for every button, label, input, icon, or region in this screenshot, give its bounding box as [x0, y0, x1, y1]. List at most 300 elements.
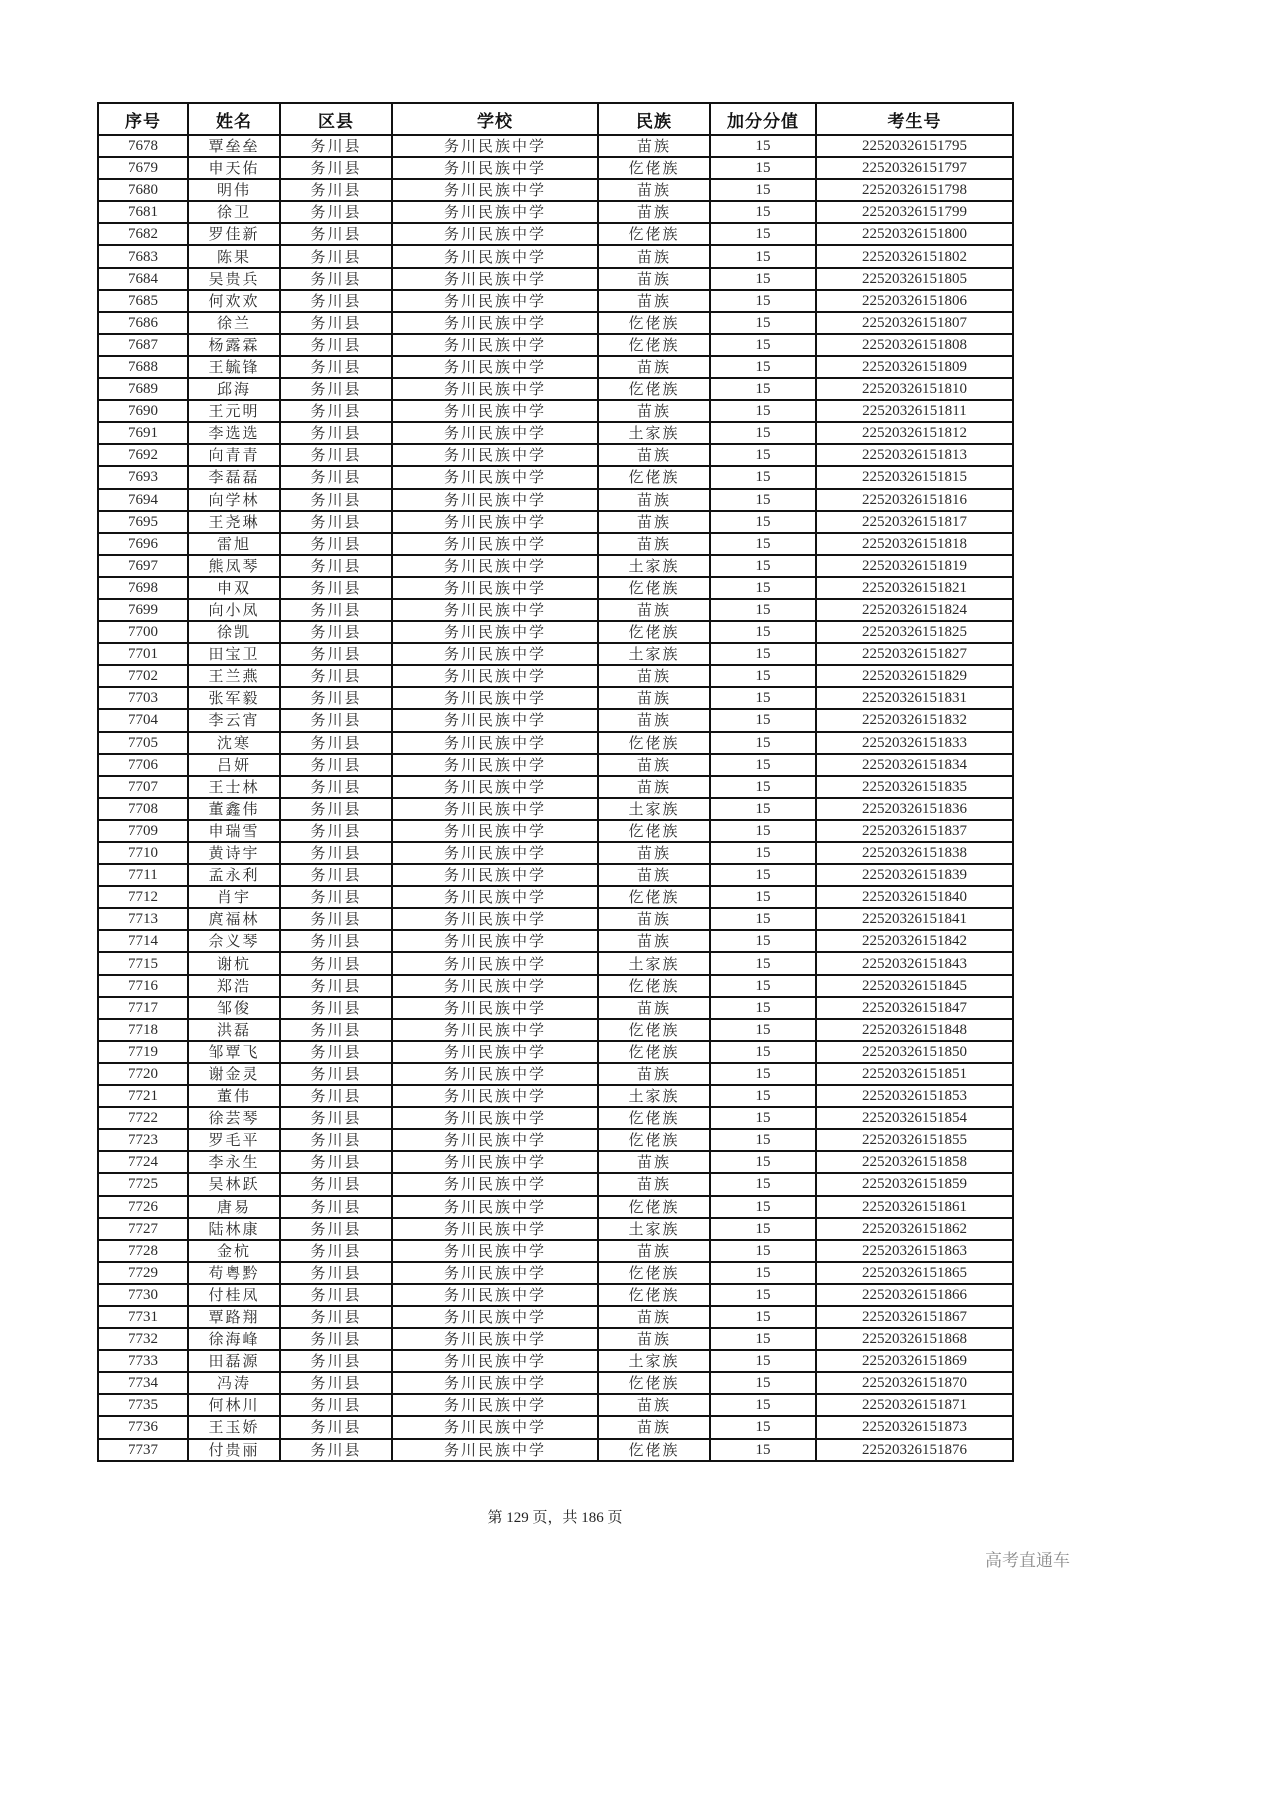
cell-exam-number: 22520326151824: [816, 599, 1013, 621]
cell-exam-number: 22520326151842: [816, 930, 1013, 952]
cell-county: 务川县: [280, 665, 392, 687]
cell-ethnicity: 仡佬族: [598, 975, 710, 997]
cell-county: 务川县: [280, 201, 392, 223]
cell-ethnicity: 仡佬族: [598, 1372, 710, 1394]
cell-school: 务川民族中学: [392, 533, 598, 555]
table-row: [98, 1041, 1013, 1063]
cell-ethnicity: 苗族: [598, 997, 710, 1019]
cell-exam-number: 22520326151865: [816, 1262, 1013, 1284]
cell-serial-number: 7697: [98, 555, 188, 577]
table-row: [98, 1085, 1013, 1107]
cell-school: 务川民族中学: [392, 135, 598, 157]
cell-name: 孟永利: [188, 864, 280, 886]
table-row: [98, 665, 1013, 687]
cell-school: 务川民族中学: [392, 754, 598, 776]
cell-school: 务川民族中学: [392, 1394, 598, 1416]
cell-name: 向学林: [188, 489, 280, 511]
header-ethnicity: 民族: [598, 103, 710, 135]
table-row: [98, 179, 1013, 201]
cell-exam-number: 22520326151799: [816, 201, 1013, 223]
cell-school: 务川民族中学: [392, 1107, 598, 1129]
cell-bonus-points: 15: [710, 1439, 816, 1461]
cell-school: 务川民族中学: [392, 709, 598, 731]
cell-serial-number: 7698: [98, 577, 188, 599]
cell-school: 务川民族中学: [392, 1439, 598, 1461]
cell-name: 申双: [188, 577, 280, 599]
cell-school: 务川民族中学: [392, 687, 598, 709]
cell-county: 务川县: [280, 356, 392, 378]
cell-bonus-points: 15: [710, 1394, 816, 1416]
cell-name: 罗毛平: [188, 1129, 280, 1151]
cell-name: 覃垒垒: [188, 135, 280, 157]
cell-name: 邱海: [188, 378, 280, 400]
cell-exam-number: 22520326151837: [816, 820, 1013, 842]
cell-name: 徐兰: [188, 312, 280, 334]
cell-bonus-points: 15: [710, 1328, 816, 1350]
cell-serial-number: 7680: [98, 179, 188, 201]
cell-school: 务川民族中学: [392, 621, 598, 643]
cell-bonus-points: 15: [710, 754, 816, 776]
table-row: [98, 732, 1013, 754]
cell-county: 务川县: [280, 1439, 392, 1461]
cell-name: 李永生: [188, 1151, 280, 1173]
table-header-row: [98, 103, 1013, 135]
cell-name: 李磊磊: [188, 466, 280, 488]
cell-county: 务川县: [280, 1350, 392, 1372]
table-row: [98, 1173, 1013, 1195]
cell-school: 务川民族中学: [392, 1306, 598, 1328]
cell-ethnicity: 仡佬族: [598, 577, 710, 599]
cell-bonus-points: 15: [710, 157, 816, 179]
cell-name: 何林川: [188, 1394, 280, 1416]
table-row: [98, 1196, 1013, 1218]
table-row: [98, 687, 1013, 709]
header-county: 区县: [280, 103, 392, 135]
cell-ethnicity: 苗族: [598, 930, 710, 952]
cell-ethnicity: 苗族: [598, 201, 710, 223]
cell-ethnicity: 苗族: [598, 1416, 710, 1438]
cell-serial-number: 7733: [98, 1350, 188, 1372]
cell-county: 务川县: [280, 820, 392, 842]
cell-school: 务川民族中学: [392, 312, 598, 334]
table-row: [98, 997, 1013, 1019]
cell-exam-number: 22520326151797: [816, 157, 1013, 179]
cell-school: 务川民族中学: [392, 1151, 598, 1173]
cell-exam-number: 22520326151876: [816, 1439, 1013, 1461]
cell-serial-number: 7706: [98, 754, 188, 776]
cell-county: 务川县: [280, 798, 392, 820]
cell-school: 务川民族中学: [392, 334, 598, 356]
cell-serial-number: 7725: [98, 1173, 188, 1195]
table-row: [98, 1284, 1013, 1306]
cell-county: 务川县: [280, 135, 392, 157]
table-row: [98, 1416, 1013, 1438]
table-row: [98, 599, 1013, 621]
cell-ethnicity: 苗族: [598, 1240, 710, 1262]
cell-name: 杨露霖: [188, 334, 280, 356]
cell-bonus-points: 15: [710, 466, 816, 488]
header-school: 学校: [392, 103, 598, 135]
cell-ethnicity: 土家族: [598, 1085, 710, 1107]
cell-name: 邹覃飞: [188, 1041, 280, 1063]
table-row: [98, 444, 1013, 466]
cell-county: 务川县: [280, 687, 392, 709]
cell-school: 务川民族中学: [392, 201, 598, 223]
cell-ethnicity: 苗族: [598, 1306, 710, 1328]
cell-exam-number: 22520326151873: [816, 1416, 1013, 1438]
cell-ethnicity: 苗族: [598, 599, 710, 621]
cell-county: 务川县: [280, 378, 392, 400]
table-row: [98, 842, 1013, 864]
cell-serial-number: 7693: [98, 466, 188, 488]
cell-bonus-points: 15: [710, 400, 816, 422]
cell-bonus-points: 15: [710, 245, 816, 267]
cell-county: 务川县: [280, 864, 392, 886]
cell-school: 务川民族中学: [392, 820, 598, 842]
cell-serial-number: 7694: [98, 489, 188, 511]
cell-serial-number: 7682: [98, 223, 188, 245]
cell-exam-number: 22520326151812: [816, 422, 1013, 444]
cell-ethnicity: 苗族: [598, 687, 710, 709]
cell-name: 董鑫伟: [188, 798, 280, 820]
cell-county: 务川县: [280, 997, 392, 1019]
cell-exam-number: 22520326151819: [816, 555, 1013, 577]
cell-bonus-points: 15: [710, 952, 816, 974]
cell-bonus-points: 15: [710, 1350, 816, 1372]
cell-serial-number: 7722: [98, 1107, 188, 1129]
table-row: [98, 1151, 1013, 1173]
cell-exam-number: 22520326151853: [816, 1085, 1013, 1107]
cell-school: 务川民族中学: [392, 997, 598, 1019]
cell-bonus-points: 15: [710, 1372, 816, 1394]
cell-name: 向青青: [188, 444, 280, 466]
cell-exam-number: 22520326151808: [816, 334, 1013, 356]
cell-serial-number: 7709: [98, 820, 188, 842]
cell-exam-number: 22520326151862: [816, 1218, 1013, 1240]
cell-serial-number: 7737: [98, 1439, 188, 1461]
cell-serial-number: 7699: [98, 599, 188, 621]
cell-name: 徐海峰: [188, 1328, 280, 1350]
cell-bonus-points: 15: [710, 687, 816, 709]
cell-ethnicity: 苗族: [598, 908, 710, 930]
cell-name: 王毓锋: [188, 356, 280, 378]
cell-bonus-points: 15: [710, 290, 816, 312]
cell-ethnicity: 仡佬族: [598, 312, 710, 334]
cell-serial-number: 7683: [98, 245, 188, 267]
cell-bonus-points: 15: [710, 1107, 816, 1129]
cell-ethnicity: 土家族: [598, 1350, 710, 1372]
table-row: [98, 201, 1013, 223]
cell-serial-number: 7681: [98, 201, 188, 223]
cell-serial-number: 7734: [98, 1372, 188, 1394]
cell-school: 务川民族中学: [392, 400, 598, 422]
cell-exam-number: 22520326151839: [816, 864, 1013, 886]
cell-school: 务川民族中学: [392, 466, 598, 488]
cell-county: 务川县: [280, 1129, 392, 1151]
cell-bonus-points: 15: [710, 908, 816, 930]
cell-school: 务川民族中学: [392, 1328, 598, 1350]
cell-bonus-points: 15: [710, 223, 816, 245]
cell-ethnicity: 苗族: [598, 135, 710, 157]
cell-county: 务川县: [280, 489, 392, 511]
cell-bonus-points: 15: [710, 533, 816, 555]
cell-bonus-points: 15: [710, 1284, 816, 1306]
cell-ethnicity: 仡佬族: [598, 1107, 710, 1129]
cell-name: 唐易: [188, 1196, 280, 1218]
cell-serial-number: 7723: [98, 1129, 188, 1151]
cell-bonus-points: 15: [710, 599, 816, 621]
cell-exam-number: 22520326151871: [816, 1394, 1013, 1416]
cell-serial-number: 7678: [98, 135, 188, 157]
header-name: 姓名: [188, 103, 280, 135]
cell-ethnicity: 仡佬族: [598, 334, 710, 356]
cell-county: 务川县: [280, 268, 392, 290]
cell-serial-number: 7707: [98, 776, 188, 798]
cell-name: 李选选: [188, 422, 280, 444]
page-indicator: 第 129 页，共 186 页: [487, 1510, 623, 1526]
cell-school: 务川民族中学: [392, 489, 598, 511]
cell-name: 陆林康: [188, 1218, 280, 1240]
cell-county: 务川县: [280, 621, 392, 643]
cell-serial-number: 7705: [98, 732, 188, 754]
cell-school: 务川民族中学: [392, 1416, 598, 1438]
table-row: [98, 776, 1013, 798]
cell-ethnicity: 仡佬族: [598, 820, 710, 842]
cell-serial-number: 7688: [98, 356, 188, 378]
cell-serial-number: 7731: [98, 1306, 188, 1328]
cell-name: 付桂凤: [188, 1284, 280, 1306]
cell-name: 罗佳新: [188, 223, 280, 245]
cell-school: 务川民族中学: [392, 1284, 598, 1306]
cell-exam-number: 22520326151836: [816, 798, 1013, 820]
cell-serial-number: 7714: [98, 930, 188, 952]
table-row: [98, 1439, 1013, 1461]
table-row: [98, 864, 1013, 886]
table-row: [98, 754, 1013, 776]
table-row: [98, 930, 1013, 952]
cell-exam-number: 22520326151811: [816, 400, 1013, 422]
table-row: [98, 1218, 1013, 1240]
cell-exam-number: 22520326151851: [816, 1063, 1013, 1085]
cell-exam-number: 22520326151807: [816, 312, 1013, 334]
cell-name: 陈果: [188, 245, 280, 267]
cell-serial-number: 7701: [98, 643, 188, 665]
table-row: [98, 1328, 1013, 1350]
cell-serial-number: 7735: [98, 1394, 188, 1416]
cell-ethnicity: 土家族: [598, 1218, 710, 1240]
cell-county: 务川县: [280, 1173, 392, 1195]
cell-school: 务川民族中学: [392, 643, 598, 665]
cell-bonus-points: 15: [710, 798, 816, 820]
cell-school: 务川民族中学: [392, 930, 598, 952]
cell-ethnicity: 土家族: [598, 643, 710, 665]
cell-county: 务川县: [280, 577, 392, 599]
cell-school: 务川民族中学: [392, 1041, 598, 1063]
cell-ethnicity: 仡佬族: [598, 1439, 710, 1461]
cell-name: 谢金灵: [188, 1063, 280, 1085]
cell-county: 务川县: [280, 533, 392, 555]
table-row: [98, 356, 1013, 378]
cell-school: 务川民族中学: [392, 1262, 598, 1284]
table-row: [98, 1063, 1013, 1085]
cell-bonus-points: 15: [710, 1262, 816, 1284]
cell-county: 务川县: [280, 1284, 392, 1306]
header-exam-number: 考生号: [816, 103, 1013, 135]
cell-school: 务川民族中学: [392, 356, 598, 378]
cell-exam-number: 22520326151805: [816, 268, 1013, 290]
cell-exam-number: 22520326151815: [816, 466, 1013, 488]
cell-school: 务川民族中学: [392, 908, 598, 930]
cell-bonus-points: 15: [710, 1063, 816, 1085]
cell-name: 徐芸琴: [188, 1107, 280, 1129]
cell-county: 务川县: [280, 1107, 392, 1129]
cell-ethnicity: 仡佬族: [598, 621, 710, 643]
cell-ethnicity: 仡佬族: [598, 1129, 710, 1151]
cell-county: 务川县: [280, 555, 392, 577]
cell-ethnicity: 苗族: [598, 1328, 710, 1350]
table-row: [98, 422, 1013, 444]
table-row: [98, 975, 1013, 997]
cell-name: 何欢欢: [188, 290, 280, 312]
cell-exam-number: 22520326151827: [816, 643, 1013, 665]
cell-county: 务川县: [280, 223, 392, 245]
cell-name: 庹福林: [188, 908, 280, 930]
table-row: [98, 223, 1013, 245]
table-row: [98, 798, 1013, 820]
cell-name: 熊凤琴: [188, 555, 280, 577]
cell-serial-number: 7712: [98, 886, 188, 908]
cell-county: 务川县: [280, 1063, 392, 1085]
cell-serial-number: 7736: [98, 1416, 188, 1438]
table-row: [98, 1107, 1013, 1129]
cell-exam-number: 22520326151866: [816, 1284, 1013, 1306]
cell-county: 务川县: [280, 1085, 392, 1107]
cell-serial-number: 7715: [98, 952, 188, 974]
cell-name: 黄诗宇: [188, 842, 280, 864]
cell-bonus-points: 15: [710, 555, 816, 577]
cell-school: 务川民族中学: [392, 776, 598, 798]
cell-ethnicity: 仡佬族: [598, 1284, 710, 1306]
cell-school: 务川民族中学: [392, 157, 598, 179]
cell-ethnicity: 苗族: [598, 400, 710, 422]
cell-name: 吴林跃: [188, 1173, 280, 1195]
cell-county: 务川县: [280, 444, 392, 466]
cell-ethnicity: 仡佬族: [598, 1262, 710, 1284]
table-row: [98, 709, 1013, 731]
cell-ethnicity: 苗族: [598, 511, 710, 533]
cell-county: 务川县: [280, 1019, 392, 1041]
cell-school: 务川民族中学: [392, 1218, 598, 1240]
table-row: [98, 820, 1013, 842]
cell-exam-number: 22520326151847: [816, 997, 1013, 1019]
cell-exam-number: 22520326151795: [816, 135, 1013, 157]
cell-county: 务川县: [280, 312, 392, 334]
cell-county: 务川县: [280, 886, 392, 908]
cell-school: 务川民族中学: [392, 665, 598, 687]
cell-name: 佘义琴: [188, 930, 280, 952]
table-row: [98, 400, 1013, 422]
cell-name: 田磊源: [188, 1350, 280, 1372]
cell-serial-number: 7727: [98, 1218, 188, 1240]
cell-county: 务川县: [280, 290, 392, 312]
cell-ethnicity: 苗族: [598, 179, 710, 201]
cell-serial-number: 7713: [98, 908, 188, 930]
cell-county: 务川县: [280, 1218, 392, 1240]
cell-exam-number: 22520326151802: [816, 245, 1013, 267]
cell-school: 务川民族中学: [392, 1350, 598, 1372]
cell-serial-number: 7689: [98, 378, 188, 400]
cell-bonus-points: 15: [710, 1019, 816, 1041]
cell-county: 务川县: [280, 157, 392, 179]
cell-bonus-points: 15: [710, 1306, 816, 1328]
cell-bonus-points: 15: [710, 1196, 816, 1218]
cell-county: 务川县: [280, 1394, 392, 1416]
cell-name: 邹俊: [188, 997, 280, 1019]
cell-serial-number: 7704: [98, 709, 188, 731]
cell-name: 田宝卫: [188, 643, 280, 665]
cell-county: 务川县: [280, 754, 392, 776]
cell-bonus-points: 15: [710, 1240, 816, 1262]
cell-bonus-points: 15: [710, 179, 816, 201]
cell-ethnicity: 苗族: [598, 268, 710, 290]
cell-serial-number: 7711: [98, 864, 188, 886]
cell-ethnicity: 仡佬族: [598, 466, 710, 488]
cell-county: 务川县: [280, 1196, 392, 1218]
cell-name: 沈寒: [188, 732, 280, 754]
cell-exam-number: 22520326151855: [816, 1129, 1013, 1151]
cell-school: 务川民族中学: [392, 1085, 598, 1107]
cell-school: 务川民族中学: [392, 732, 598, 754]
table-row: [98, 886, 1013, 908]
cell-bonus-points: 15: [710, 422, 816, 444]
cell-serial-number: 7696: [98, 533, 188, 555]
cell-exam-number: 22520326151806: [816, 290, 1013, 312]
cell-county: 务川县: [280, 975, 392, 997]
cell-exam-number: 22520326151845: [816, 975, 1013, 997]
cell-name: 李云宵: [188, 709, 280, 731]
cell-county: 务川县: [280, 466, 392, 488]
cell-name: 王兰燕: [188, 665, 280, 687]
cell-serial-number: 7685: [98, 290, 188, 312]
cell-school: 务川民族中学: [392, 1129, 598, 1151]
header-bonus-points: 加分分值: [710, 103, 816, 135]
cell-county: 务川县: [280, 400, 392, 422]
cell-name: 郑浩: [188, 975, 280, 997]
cell-serial-number: 7716: [98, 975, 188, 997]
cell-ethnicity: 苗族: [598, 356, 710, 378]
cell-ethnicity: 苗族: [598, 754, 710, 776]
cell-county: 务川县: [280, 643, 392, 665]
table-row: [98, 555, 1013, 577]
table-row: [98, 533, 1013, 555]
cell-exam-number: 22520326151861: [816, 1196, 1013, 1218]
cell-serial-number: 7700: [98, 621, 188, 643]
cell-serial-number: 7679: [98, 157, 188, 179]
cell-exam-number: 22520326151832: [816, 709, 1013, 731]
cell-school: 务川民族中学: [392, 555, 598, 577]
cell-exam-number: 22520326151859: [816, 1173, 1013, 1195]
cell-name: 徐凯: [188, 621, 280, 643]
cell-ethnicity: 仡佬族: [598, 157, 710, 179]
cell-county: 务川县: [280, 930, 392, 952]
cell-bonus-points: 15: [710, 1085, 816, 1107]
cell-bonus-points: 15: [710, 621, 816, 643]
cell-serial-number: 7726: [98, 1196, 188, 1218]
cell-ethnicity: 苗族: [598, 1173, 710, 1195]
cell-bonus-points: 15: [710, 1416, 816, 1438]
cell-name: 金杭: [188, 1240, 280, 1262]
cell-name: 洪磊: [188, 1019, 280, 1041]
